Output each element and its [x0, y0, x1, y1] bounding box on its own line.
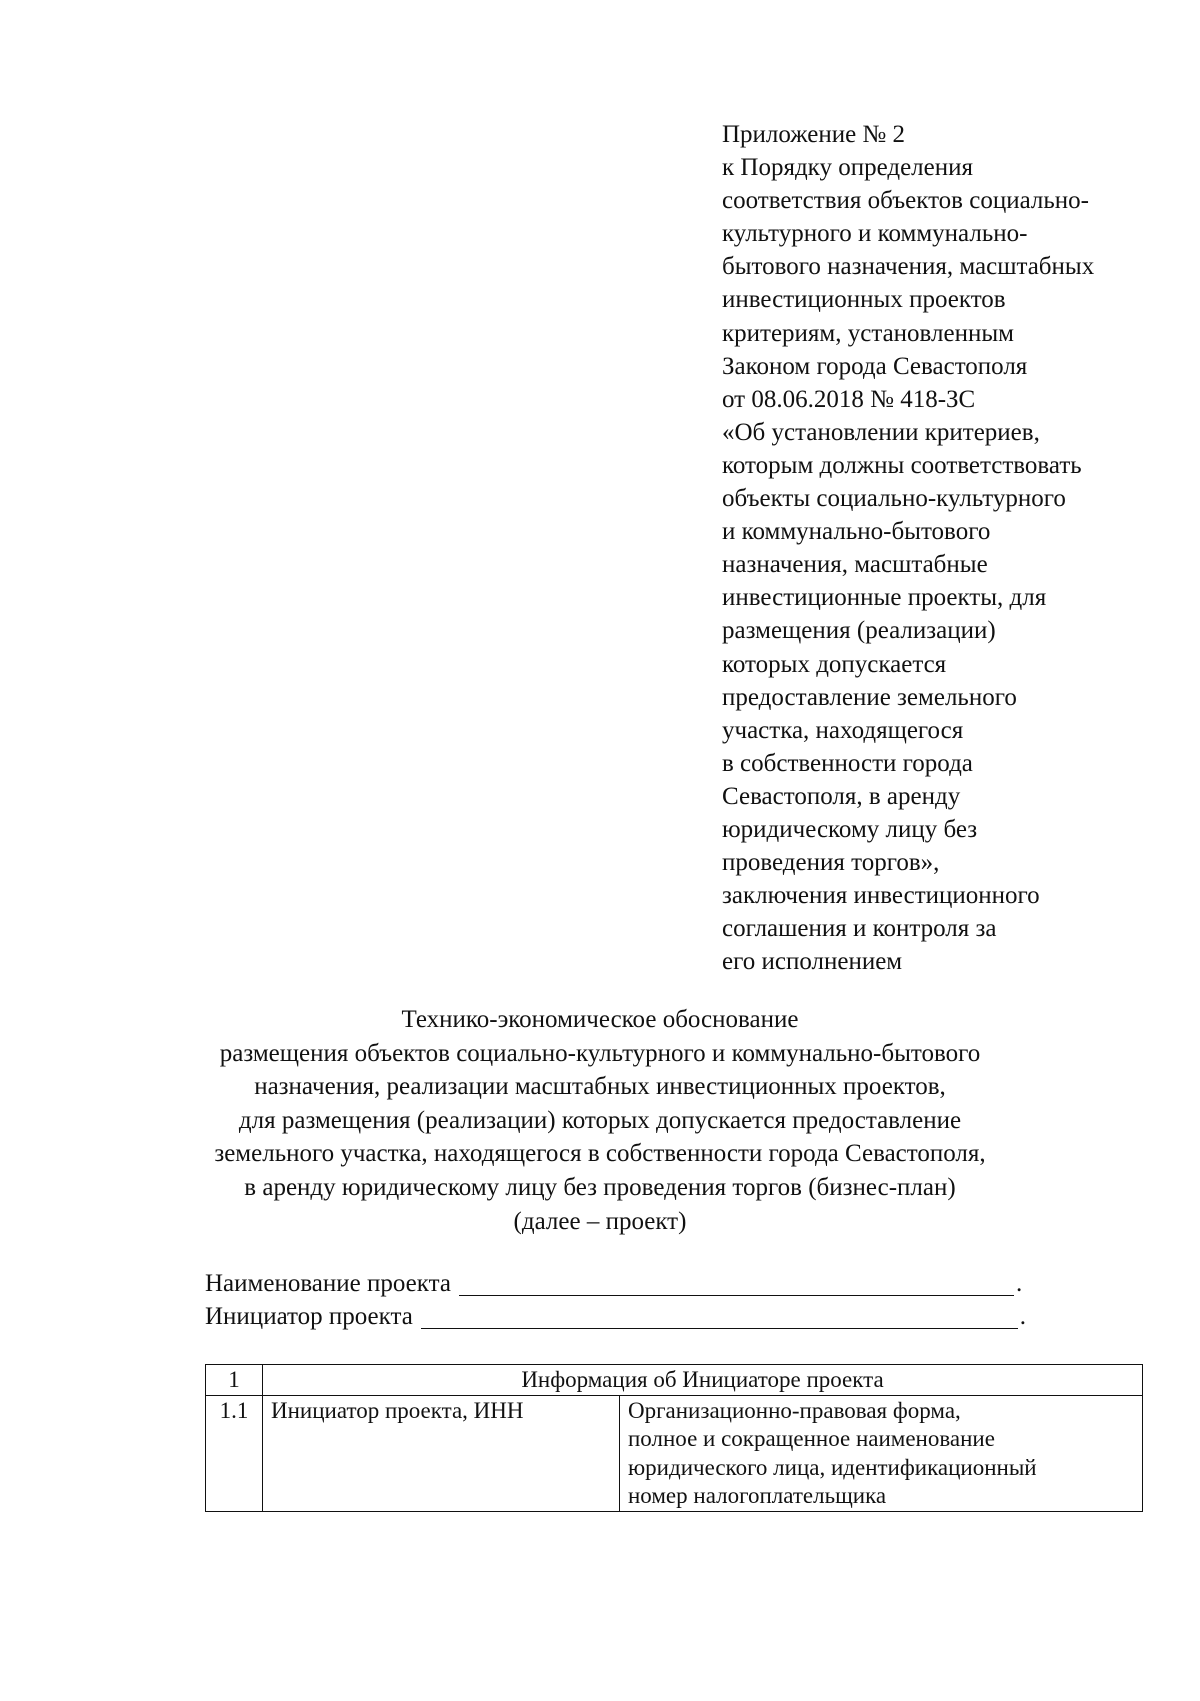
appendix-line: инвестиционные проекты, для: [722, 584, 1047, 612]
section-number-cell: 1: [206, 1365, 263, 1396]
appendix-line: в собственности города: [722, 749, 973, 777]
title-line: размещения объектов социально-культурного и коммунально-бытового: [219, 1039, 981, 1067]
table-section-row: [206, 1365, 1143, 1396]
appendix-line: соглашения и контроля за: [722, 915, 997, 943]
project-fields: [205, 1267, 1165, 1333]
project-name-row: [205, 1267, 1165, 1300]
document-title: [60, 1003, 1140, 1238]
title-line: для размещения (реализации) которых допускается предоставление: [238, 1106, 962, 1134]
description-line: Организационно-правовая форма,: [628, 1397, 961, 1423]
appendix-line: инвестиционных проектов: [722, 286, 1006, 314]
description-line: полное и сокращенное наименование: [628, 1426, 995, 1451]
row-description-cell: [620, 1395, 1143, 1511]
appendix-line: Приложение № 2: [722, 121, 906, 148]
initiator-terminator: .: [1019, 1303, 1027, 1330]
appendix-line: размещения (реализации): [722, 617, 996, 645]
row-number-cell: 1.1: [206, 1395, 263, 1511]
project-name-label: Наименование проекта: [205, 1270, 451, 1297]
project-name-terminator: .: [1015, 1270, 1023, 1297]
title-line: Технико-экономическое обоснование: [401, 1006, 799, 1033]
appendix-line: предоставление земельного: [722, 683, 1017, 711]
title-line: в аренду юридическому лицу без проведения торгов (бизнес-план): [244, 1173, 956, 1201]
appendix-line: проведения торгов»,: [722, 849, 940, 877]
appendix-header: [722, 118, 1182, 978]
appendix-line: и коммунально-бытового: [722, 518, 991, 546]
appendix-line: назначения, масштабные: [722, 551, 988, 579]
appendix-line: «Об установлении критериев,: [722, 418, 1040, 446]
description-line: номер налогоплательщика: [628, 1483, 887, 1508]
appendix-line: заключения инвестиционного: [722, 882, 1040, 910]
section-title-cell: Информация об Инициаторе проекта: [263, 1365, 1143, 1396]
initiator-blank[interactable]: [421, 1304, 1018, 1329]
description-line: юридического лица, идентификационный: [628, 1454, 1037, 1480]
appendix-line: объекты социально-культурного: [722, 485, 1066, 513]
title-line: земельного участка, находящегося в собственности города Севастополя,: [214, 1140, 986, 1168]
appendix-line: от 08.06.2018 № 418-ЗС: [722, 385, 976, 413]
initiator-info-table: [205, 1364, 1143, 1512]
title-line: (далее – проект): [513, 1207, 687, 1235]
appendix-line: бытового назначения, масштабных: [722, 253, 1095, 281]
appendix-line: Законом города Севастополя: [722, 352, 1028, 380]
appendix-line: которым должны соответствовать: [722, 451, 1082, 479]
appendix-line: соответствия объектов социально-: [722, 187, 1089, 215]
project-name-blank[interactable]: [459, 1271, 1014, 1296]
table-row: [206, 1395, 1143, 1511]
appendix-line: юридическому лицу без: [722, 815, 978, 843]
appendix-line: культурного и коммунально-: [722, 220, 1028, 248]
appendix-line: участка, находящегося: [722, 716, 964, 744]
appendix-line: которых допускается: [722, 650, 947, 678]
appendix-line: его исполнением: [722, 948, 903, 976]
appendix-line: критериям, установленным: [722, 319, 1014, 347]
initiator-label: Инициатор проекта: [205, 1303, 413, 1330]
appendix-line: Севастополя, в аренду: [722, 782, 961, 810]
title-line: назначения, реализации масштабных инвестиционных проектов,: [254, 1073, 946, 1101]
appendix-line: к Порядку определения: [722, 154, 974, 182]
row-name-cell: Инициатор проекта, ИНН: [263, 1395, 620, 1511]
initiator-row: [205, 1300, 1165, 1333]
